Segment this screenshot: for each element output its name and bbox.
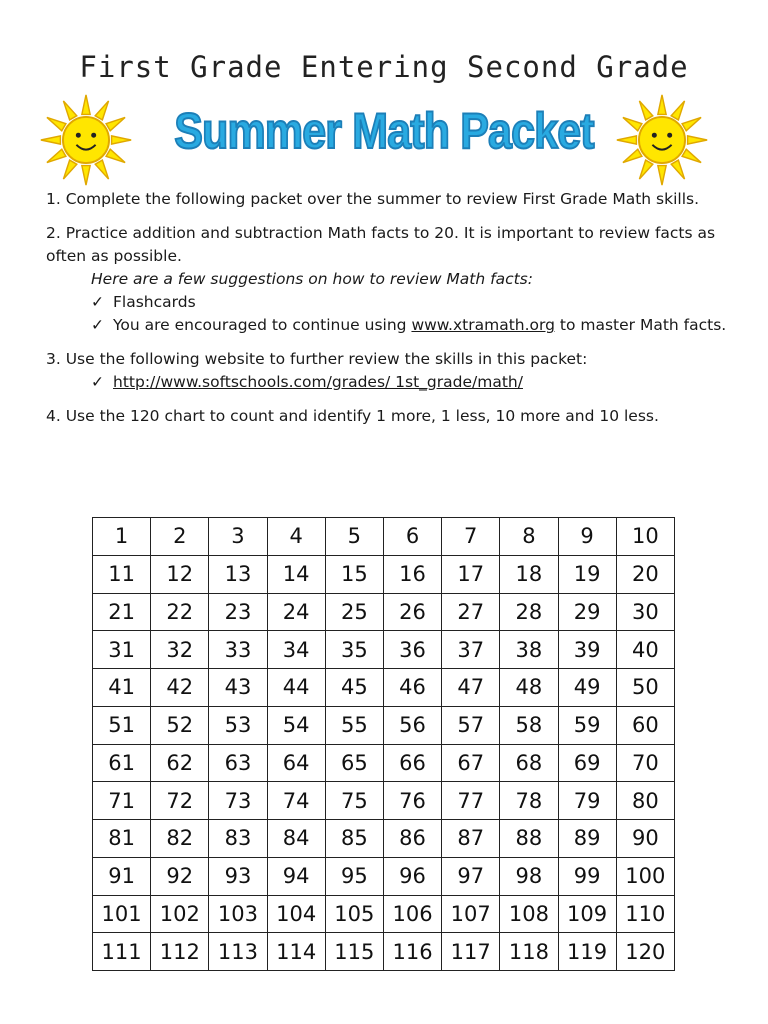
chart-cell: 46 — [383, 669, 441, 707]
chart-cell: 104 — [267, 895, 325, 933]
sun-ray — [95, 160, 108, 179]
chart-cell: 1 — [93, 518, 151, 556]
chart-row — [93, 555, 675, 593]
chart-cell: 81 — [93, 820, 151, 858]
chart-cell: 76 — [383, 782, 441, 820]
chart-cell: 88 — [500, 820, 558, 858]
check-icon: ✓ — [91, 373, 104, 391]
chart-cell: 36 — [383, 631, 441, 669]
chart-row — [93, 782, 675, 820]
chart-cell: 56 — [383, 706, 441, 744]
check-icon: ✓ — [91, 293, 104, 311]
chart-cell: 9 — [558, 518, 616, 556]
chart-cell: 57 — [442, 706, 500, 744]
instruction-4: 4. Use the 120 chart to count and identify 1 more, 1 less, 10 more and 10 less. — [46, 407, 659, 425]
chart-cell: 67 — [442, 744, 500, 782]
chart-cell: 22 — [151, 593, 209, 631]
chart-cell: 49 — [558, 669, 616, 707]
chart-cell: 55 — [325, 706, 383, 744]
chart-cell: 8 — [500, 518, 558, 556]
chart-cell: 102 — [151, 895, 209, 933]
chart-cell: 26 — [383, 593, 441, 631]
chart-cell: 87 — [442, 820, 500, 858]
chart-cell: 45 — [325, 669, 383, 707]
chart-cell: 27 — [442, 593, 500, 631]
check-item-softschools — [46, 371, 736, 394]
chart-row — [93, 518, 675, 556]
instruction-3: 3. Use the following website to further review the skills in this packet: — [46, 350, 588, 368]
sun-ray — [688, 136, 708, 144]
chart-cell: 51 — [93, 706, 151, 744]
chart-cell: 106 — [383, 895, 441, 933]
chart-cell: 2 — [151, 518, 209, 556]
xtramath-link[interactable]: www.xtramath.org — [411, 316, 555, 334]
chart-cell: 63 — [209, 744, 267, 782]
instruction-2 — [46, 222, 736, 268]
chart-cell: 73 — [209, 782, 267, 820]
chart-row — [93, 895, 675, 933]
chart-cell: 41 — [93, 669, 151, 707]
chart-cell: 59 — [558, 706, 616, 744]
chart-cell: 25 — [325, 593, 383, 631]
chart-cell: 86 — [383, 820, 441, 858]
instruction-2-text: 2. Practice addition and subtraction Math facts to 20. It is important to review facts as often as possible. — [46, 224, 716, 265]
chart-cell: 118 — [500, 933, 558, 971]
chart-cell: 83 — [209, 820, 267, 858]
chart-cell: 74 — [267, 782, 325, 820]
chart-cell: 39 — [558, 631, 616, 669]
chart-cell: 44 — [267, 669, 325, 707]
chart-row — [93, 933, 675, 971]
chart-cell: 32 — [151, 631, 209, 669]
chart-cell: 24 — [267, 593, 325, 631]
chart-cell: 90 — [616, 820, 674, 858]
sun-ray — [658, 166, 666, 186]
chart-cell: 13 — [209, 555, 267, 593]
chart-row — [93, 593, 675, 631]
chart-cell: 31 — [93, 631, 151, 669]
check-item-xtramath — [46, 314, 736, 337]
sun-ray — [658, 95, 666, 115]
chart-cell: 100 — [616, 857, 674, 895]
sun-ray — [682, 149, 701, 162]
chart-cell: 77 — [442, 782, 500, 820]
chart-row — [93, 669, 675, 707]
chart-cell: 92 — [151, 857, 209, 895]
chart-cell: 62 — [151, 744, 209, 782]
chart-cell: 71 — [93, 782, 151, 820]
chart-cell: 30 — [616, 593, 674, 631]
check-icon: ✓ — [91, 316, 104, 334]
chart-cell: 28 — [500, 593, 558, 631]
chart-cell: 53 — [209, 706, 267, 744]
sun-ray — [682, 117, 701, 130]
sun-ray — [639, 101, 652, 120]
hundred-twenty-chart — [92, 517, 675, 971]
chart-cell: 61 — [93, 744, 151, 782]
chart-cell: 117 — [442, 933, 500, 971]
chart-cell: 75 — [325, 782, 383, 820]
chart-cell: 107 — [442, 895, 500, 933]
chart-cell: 12 — [151, 555, 209, 593]
chart-cell: 91 — [93, 857, 151, 895]
chart-cell: 84 — [267, 820, 325, 858]
chart-cell: 33 — [209, 631, 267, 669]
chart-cell: 94 — [267, 857, 325, 895]
chart-cell: 11 — [93, 555, 151, 593]
sun-icon — [614, 92, 710, 188]
chart-cell: 52 — [151, 706, 209, 744]
page-title: First Grade Entering Second Grade — [79, 50, 689, 84]
chart-cell: 85 — [325, 820, 383, 858]
chart-cell: 35 — [325, 631, 383, 669]
chart-cell: 72 — [151, 782, 209, 820]
chart-cell: 54 — [267, 706, 325, 744]
chart-cell: 17 — [442, 555, 500, 593]
chart-cell: 97 — [442, 857, 500, 895]
chart-cell: 66 — [383, 744, 441, 782]
chart-cell: 4 — [267, 518, 325, 556]
chart-cell: 15 — [325, 555, 383, 593]
chart-cell: 113 — [209, 933, 267, 971]
chart-cell: 38 — [500, 631, 558, 669]
sun-ray — [617, 136, 637, 144]
sun-ray — [623, 117, 642, 130]
check-item-label — [113, 314, 726, 337]
chart-cell: 43 — [209, 669, 267, 707]
sun-ray — [671, 160, 684, 179]
chart-cell: 98 — [500, 857, 558, 895]
instruction-2-note: Here are a few suggestions on how to review Math facts: — [91, 270, 533, 288]
chart-cell: 6 — [383, 518, 441, 556]
chart-cell: 20 — [616, 555, 674, 593]
packet-subtitle: Summer Math Packet — [174, 103, 594, 159]
sun-ray — [623, 149, 642, 162]
chart-cell: 64 — [267, 744, 325, 782]
chart-row — [93, 706, 675, 744]
chart-cell: 108 — [500, 895, 558, 933]
chart-cell: 114 — [267, 933, 325, 971]
chart-cell: 34 — [267, 631, 325, 669]
chart-cell: 19 — [558, 555, 616, 593]
chart-cell: 89 — [558, 820, 616, 858]
chart-cell: 58 — [500, 706, 558, 744]
check-item-text: You are encouraged to continue using — [113, 316, 412, 334]
chart-row — [93, 857, 675, 895]
chart-cell: 116 — [383, 933, 441, 971]
chart-cell: 42 — [151, 669, 209, 707]
chart-cell: 29 — [558, 593, 616, 631]
chart-cell: 111 — [93, 933, 151, 971]
chart-cell: 7 — [442, 518, 500, 556]
chart-row — [93, 631, 675, 669]
check-item-flashcards — [46, 291, 736, 314]
chart-cell: 14 — [267, 555, 325, 593]
chart-cell: 68 — [500, 744, 558, 782]
chart-cell: 78 — [500, 782, 558, 820]
chart-cell: 10 — [616, 518, 674, 556]
sun-ray — [639, 160, 652, 179]
instructions — [46, 188, 736, 439]
chart-cell: 101 — [93, 895, 151, 933]
chart-cell: 18 — [500, 555, 558, 593]
chart-row — [93, 744, 675, 782]
chart-cell: 37 — [442, 631, 500, 669]
chart-cell: 82 — [151, 820, 209, 858]
chart-cell: 93 — [209, 857, 267, 895]
chart-cell: 60 — [616, 706, 674, 744]
chart-cell: 16 — [383, 555, 441, 593]
check-item-text: to master Math facts. — [554, 316, 727, 334]
chart-cell: 99 — [558, 857, 616, 895]
chart-cell: 103 — [209, 895, 267, 933]
chart-cell: 48 — [500, 669, 558, 707]
chart-cell: 79 — [558, 782, 616, 820]
chart-cell: 50 — [616, 669, 674, 707]
chart-cell: 95 — [325, 857, 383, 895]
chart-cell: 70 — [616, 744, 674, 782]
chart-cell: 115 — [325, 933, 383, 971]
chart-cell: 96 — [383, 857, 441, 895]
chart-row — [93, 820, 675, 858]
chart-cell: 23 — [209, 593, 267, 631]
sun-ray — [671, 101, 684, 120]
chart-cell: 69 — [558, 744, 616, 782]
chart-cell: 47 — [442, 669, 500, 707]
chart-cell: 80 — [616, 782, 674, 820]
sun-ray — [82, 166, 90, 186]
softschools-link[interactable]: http://www.softschools.com/grades/ 1st_grade/math/ — [113, 373, 523, 391]
chart-cell: 5 — [325, 518, 383, 556]
chart-cell: 120 — [616, 933, 674, 971]
chart-cell: 119 — [558, 933, 616, 971]
chart-cell: 3 — [209, 518, 267, 556]
chart-cell: 65 — [325, 744, 383, 782]
chart-cell: 105 — [325, 895, 383, 933]
chart-cell: 21 — [93, 593, 151, 631]
check-item-label: Flashcards — [113, 293, 196, 311]
chart-cell: 112 — [151, 933, 209, 971]
instruction-1: 1. Complete the following packet over the summer to review First Grade Math skills. — [46, 190, 700, 208]
sun-ray — [63, 160, 76, 179]
chart-cell: 109 — [558, 895, 616, 933]
chart-cell: 40 — [616, 631, 674, 669]
chart-cell: 110 — [616, 895, 674, 933]
